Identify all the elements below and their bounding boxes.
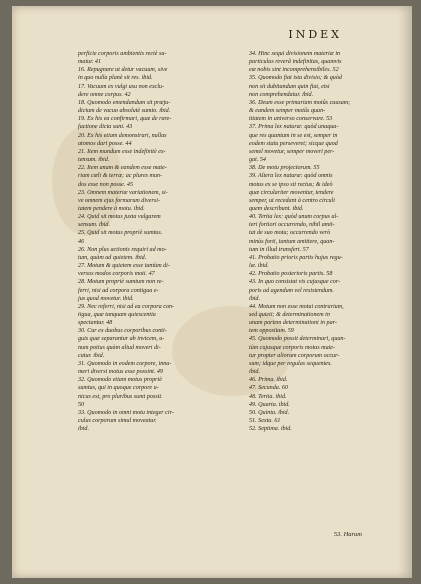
index-line: 21. Item mundum esse indefinitè ex-: [78, 148, 166, 155]
index-line: minùs forti, tantum amittere, quan-: [249, 238, 335, 245]
index-line: factione dicta sunt. 43: [78, 124, 133, 131]
index-line: matur. 41: [78, 59, 102, 66]
index-line: ferri, nisi ad corpora contigua e-: [78, 287, 159, 294]
index-line: nicus est, pro pluribus sumi possit.: [78, 393, 163, 400]
index-line: 33. Quomodo in omni motu integer cir-: [78, 409, 174, 416]
index-line: que res quantum in se est, semper in: [249, 132, 338, 139]
index-line: 29. Nec referri, nisi ad ea corpora con-: [78, 303, 175, 310]
index-line: tem oppositam. 59: [249, 328, 294, 335]
index-line: 47. Secunda. 60: [249, 385, 288, 392]
index-line: sum; idque per regulas sequentes.: [249, 360, 332, 367]
index-line: ibid.: [249, 295, 261, 302]
index-line: atomos dari posse. 44: [78, 140, 132, 147]
index-line: 42. Probatio posterioris partis. 58: [249, 271, 333, 278]
index-line: 52. Septima. ibid.: [249, 426, 292, 433]
index-line: 40. Tertia lex: quòd unum corpus al-: [249, 214, 339, 221]
index-line: particulas reverâ indefinitas, quamvis: [249, 59, 342, 66]
index-line: 24. Quid sit motus juxta vulgarem: [78, 214, 161, 221]
index-line: 45. Quomodo possit determinari, quan-: [249, 336, 346, 343]
index-line: 19. Ex his ea confirmari, quæ de rare-: [78, 116, 172, 123]
index-line: 27. Motum & quietem esse tantùm di-: [78, 263, 170, 270]
index-line: 46. Prima. ibid.: [249, 377, 288, 384]
index-line: semel movetur, semper moveri per-: [249, 148, 335, 155]
index-line: 30. Cur ex duobus corporibus conti-: [78, 328, 167, 335]
index-line: tatem pendere à motu. ibid.: [78, 205, 145, 212]
page-header: INDEX: [288, 28, 342, 41]
index-line: 50: [78, 401, 85, 408]
index-line: 49. Quarta. ibid.: [249, 401, 290, 408]
index-line: perficie corporis ambientis rectè su-: [78, 51, 167, 57]
index-line: tat de suo motu; occurrendo verò: [249, 230, 331, 237]
index-line: 38. De motu projectorum. 55: [249, 165, 320, 172]
index-line: non comprehendatur. ibid.: [249, 91, 314, 98]
index-line: eodem statu perseveret; sicque quod: [249, 140, 338, 147]
index-line: 32. Quomodo etiam motus propriè: [78, 377, 162, 384]
index-line: 35. Quomodo fiat ista divisio; & quòd: [249, 75, 342, 82]
index-line: catur. ibid.: [78, 352, 105, 359]
index-line: dere omne corpus. 42: [78, 91, 131, 98]
index-line: dos esse non posse. 45: [78, 181, 134, 188]
index-line: poris ad agendum vel resistendum.: [249, 287, 334, 294]
index-line: 22. Item unam & eandem esse mate-: [78, 165, 167, 172]
index-line: 37. Prima lex naturæ: quòd unaqua-: [249, 124, 339, 131]
index-line: ibid.: [249, 369, 261, 376]
index-line: 48. Tertia. ibid.: [249, 393, 287, 400]
index-line: quem describunt. ibid.: [249, 205, 304, 212]
index-line: 18. Quomodo emendandum sit præju-: [78, 99, 171, 106]
index-line: jus quod movetur. ibid.: [78, 295, 134, 302]
index-line: 25. Quid sit motus propriè sumtus.: [78, 230, 163, 237]
index-line: ve omnem ejus formarum diversi-: [78, 197, 160, 204]
index-line: versos modos corporis moti. 47: [78, 271, 155, 278]
index-line: tum, quàm ad quietem. ibid.: [78, 254, 147, 261]
index-line: 16. Repugnare ut detur vacuum, sive: [78, 67, 168, 74]
index-line: gat. 54: [249, 157, 266, 164]
index-line: 50. Quinta. ibid.: [249, 409, 290, 416]
index-column-left: [78, 50, 234, 433]
index-line: culus corporum simul moveatur.: [78, 418, 157, 425]
index-line: tùm cujusque corporis motus mute-: [249, 344, 335, 351]
index-line: 17. Vacuum ex vulgi usu non exclu-: [78, 83, 165, 90]
index-line: 28. Motum propriè sumtum non re-: [78, 279, 164, 286]
index-line: 36. Deum esse primariam motûs causam;: [249, 99, 351, 106]
index-line: 20. Ex his etiam demonstrari, nullas: [78, 132, 167, 139]
catchword: 53. Harum: [333, 531, 362, 538]
index-line: meri diversi motus esse possint. 49: [78, 369, 163, 376]
index-line: 44. Motum non esse motui contrarium,: [249, 303, 344, 310]
index-line: tigua, quæ tanquam quiescentia: [78, 312, 156, 318]
index-line: unam partem determinationi in par-: [249, 320, 337, 327]
index-column-right: [249, 50, 405, 433]
index-line: sed quieti; & determinationem in: [249, 312, 330, 318]
index-line: quæ circulariter moventur, tendere: [249, 189, 334, 196]
index-line: in quo nulla planè sit res. ibid.: [78, 75, 153, 82]
index-line: læ. ibid.: [249, 263, 269, 270]
index-line: tum in illud transfert. 57: [249, 246, 309, 253]
index-line: 23. Omnem materiæ variationem, si-: [78, 189, 168, 196]
index-line: tur propter aliorum corporum occur-: [249, 352, 340, 359]
book-page: [12, 6, 412, 578]
index-line: ibid.: [78, 426, 90, 433]
index-line: & eandem semper motûs quan-: [249, 108, 326, 115]
index-line: riam cœli & terræ; ac plures mun-: [78, 173, 163, 180]
index-line: guis quæ separantur ab invicem, u-: [78, 336, 165, 343]
index-line: 46: [78, 238, 85, 245]
index-line: motus ex se ipso sit rectus; & ideò: [249, 181, 333, 188]
index-line: 31. Quomodo in eodem corpore, innu-: [78, 360, 172, 367]
index-line: semper, ut recedant à centro circuli: [249, 197, 335, 204]
index-line: 39. Altera lex naturæ: quòd omnis: [249, 173, 333, 180]
index-line: 26. Non plus actionis requiri ad mo-: [78, 246, 167, 253]
index-line: titatem in universo conservare. 53: [249, 116, 333, 123]
index-line: eæ nobis sint incomprehensibiles. 52: [249, 67, 339, 74]
index-line: tensum. ibid.: [78, 157, 110, 164]
index-line: 43. In quo consistat vis cujusque cor-: [249, 279, 341, 286]
index-line: spectantur. 48: [78, 320, 113, 327]
index-line: non sit dubitandum quin fiat, etsi: [249, 83, 330, 90]
index-line: 34. Hinc sequi divisionem materiæ in: [249, 51, 341, 57]
index-line: 41. Probatio prioris partis hujus regu-: [249, 254, 343, 261]
index-line: sumtus, qui in quoque corpore u-: [78, 385, 159, 392]
index-line: num potius quàm aliud moveri di-: [78, 344, 161, 351]
index-line: sensum. ibid.: [78, 222, 110, 229]
index-line: 51. Sexta. 61: [249, 418, 281, 425]
index-line: teri fortiori occurrendo, nihil amit-: [249, 222, 335, 229]
index-line: dicium de vacuo absolutè sumto. ibid.: [78, 108, 171, 115]
